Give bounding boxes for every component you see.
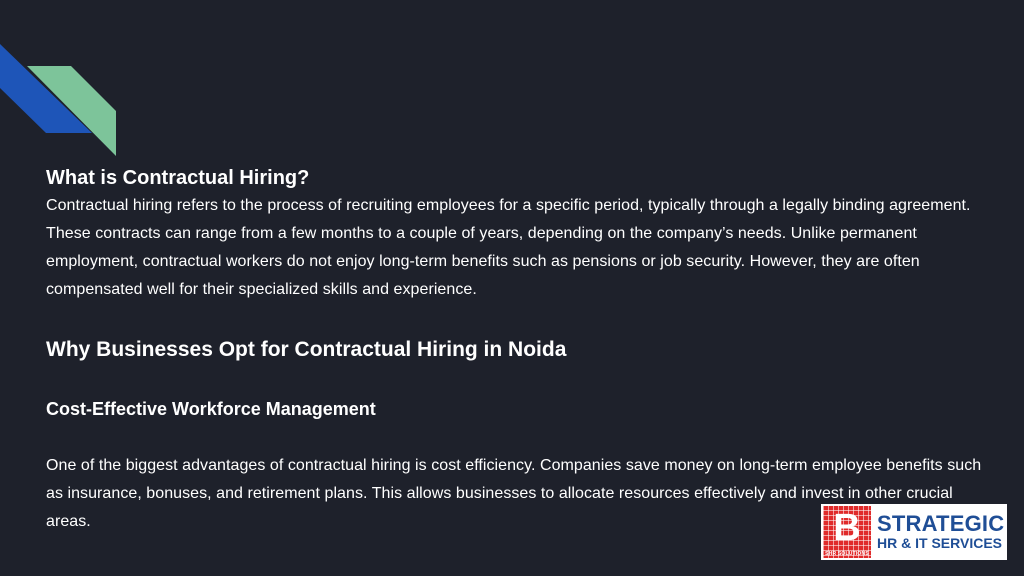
paragraph-definition: Contractual hiring refers to the process of recruiting employees for a specific period, typically through a legally binding agreement. These contracts can range from a few months to a couple of years, depending on the company’s needs. Unlike permanent employment, contractual workers do not enjoy long-term benefits such as pensions or job security. However, they are often compensated well for their specialized skills and experience. xyxy=(46,197,971,298)
logo-wordmark xyxy=(877,513,1004,551)
logo-line-services: HR & IT SERVICES xyxy=(877,535,1002,551)
main-content xyxy=(46,164,986,536)
heading-why-businesses-opt: Why Businesses Opt for Contractual Hiring in Noida xyxy=(46,338,567,361)
heading-what-is-contractual-hiring: What is Contractual Hiring? xyxy=(46,167,310,189)
logo-mark-icon xyxy=(823,506,871,558)
logo-mark-subtext: SHR SOLUTIONS xyxy=(825,551,869,557)
logo-mark-letter: B xyxy=(833,507,861,549)
company-logo xyxy=(821,504,1007,560)
heading-cost-effective: Cost-Effective Workforce Management xyxy=(46,399,376,419)
corner-decoration xyxy=(0,0,130,170)
logo-line-strategic: STRATEGIC xyxy=(877,511,1005,536)
paragraph-cost-efficiency: One of the biggest advantages of contractual hiring is cost efficiency. Companies save money on long-term employee benefits such as insurance, bonuses, and retirement plans. This allows businesses to allocate resources effectively and invest in other crucial areas. xyxy=(46,457,982,530)
